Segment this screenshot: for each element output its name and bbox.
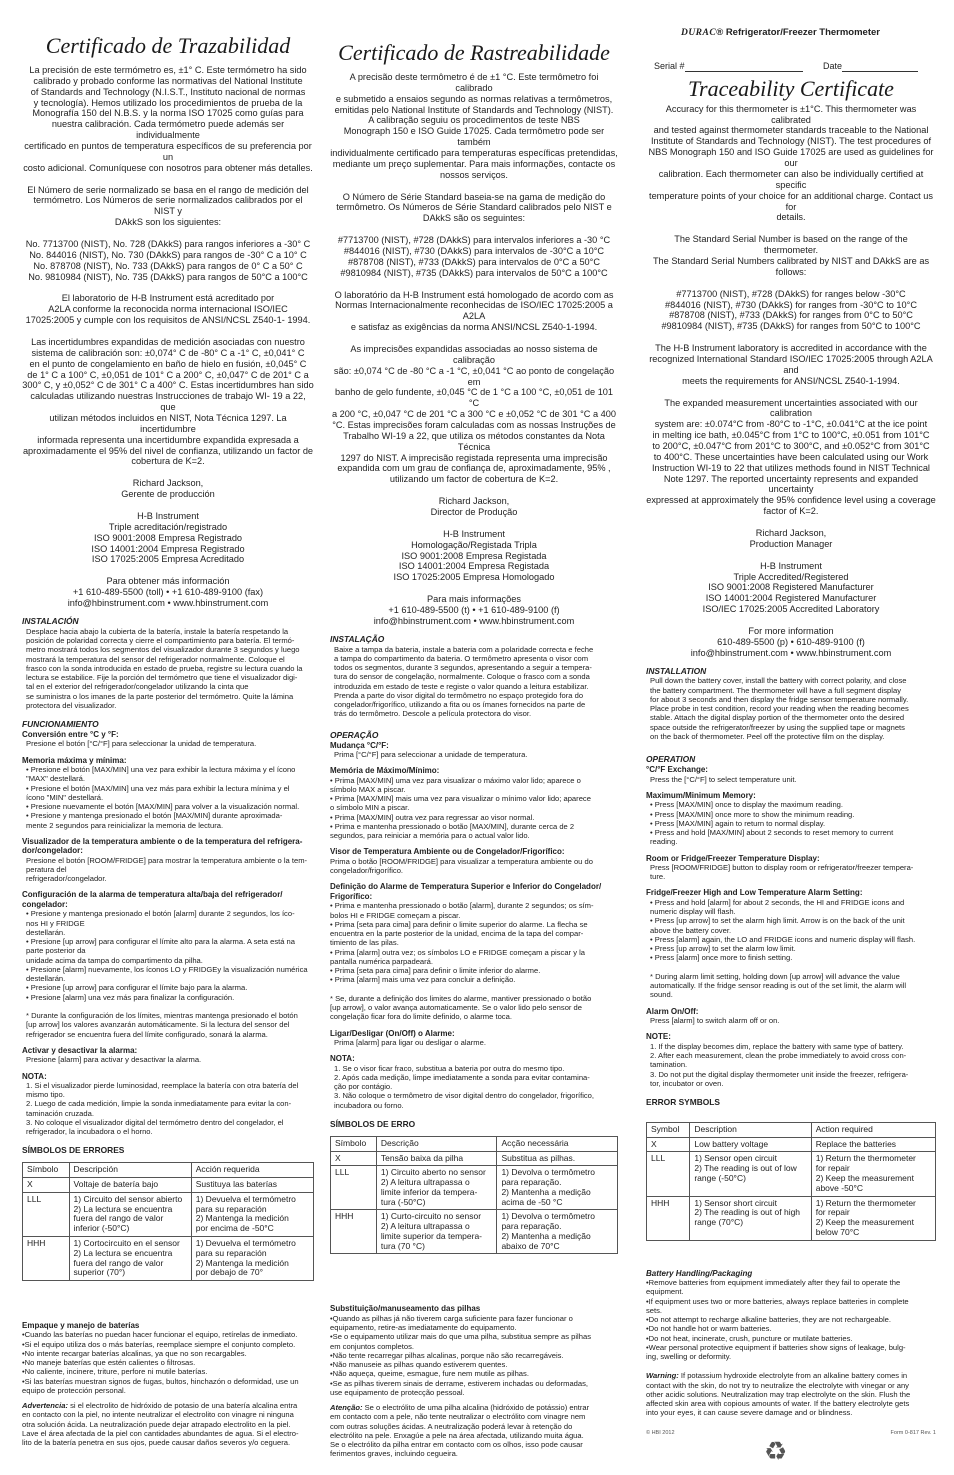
es-battery-text: •Cuando las baterías no puedan hacer funcionar el equipo, retírelas de inmediato. •Si el equipo utiliza dos o más baterías, reemplace siempre el conjunto completo. •No intente recargar baterías alcalinas, ya que no son recargables. •No maneje baterías que estén calientes o filtrosas. •No caliente, incinere, triture, perfore ni mutile baterías. •Si las baterías muestran signos de fugas, bultos, hinchazón o deformidad, use un equipo de protección personal. [22, 1330, 299, 1395]
table-cell: 1) Devolva o termômetro para reparação. 2) Mantenha a medição abaixo de 70°C [497, 1210, 618, 1254]
pt-install-heading: INSTALAÇÃO [330, 633, 385, 644]
pt-op5-text: Prima [alarm] para ligar ou desligar o alarme. [334, 1037, 486, 1047]
en-op1-text: Press the [°C/°F] to select temperature unit. [650, 774, 797, 784]
en-note-text: 1. If the display becomes dim, replace the battery with same type of battery. 2. After each measurement, clean the probe immediately to avoid cross con- tamination. 3. Do not put the digital display thermometer unit inside the freezer, refrigera- tor, incubator or oven. [650, 1041, 909, 1088]
pt-serial-list: #7713700 (NIST), #728 (DAkkS) para intervalos inferiores a -30 °C #844016 (NIST), #730 (DAkkS) para intervalos de -30°C a 10°C #878708 (NIST), #733 (DAkkS) para intervalos de 0°C a 50°C #9810984 (NIST), #735 (DAkkS) para intervalos de 50°C a 100°C [337, 235, 611, 278]
pt-signatory: Richard Jackson, Director de Produção [430, 496, 518, 518]
pt-title: Certificado de Rastreabilidade [338, 40, 610, 65]
es-battery-heading: Empaque y manejo de baterías [22, 1321, 140, 1331]
en-warning-label: Warning: [646, 1371, 679, 1381]
table-cell: X [647, 1137, 690, 1152]
table-row [23, 1236, 314, 1280]
en-warning [646, 1371, 936, 1417]
en-serial-intro: The Standard Serial Number is based on the range of the thermometer. The Standard Serial Numbers calibrated by NIST and DAkkS are as follows: [652, 234, 930, 277]
recycle-icon: ♻ [764, 1436, 788, 1466]
es-op5-heading: Activar y desactivar la alarma: [22, 1045, 138, 1055]
en-accuracy: Accuracy for this thermometer is ±1°C. This thermometer was calibrated and tested against thermometer standards traceable to the National Institute of Standards and Technology (NIST). The test procedures of NBS Monograph 150 and ISO Guide 17025 are used as guidelines for our calibration. Each thermometer can also be individually certified at specific temperature points of your choice for an additional charge. Contact us for details. [648, 103, 934, 223]
es-op1-text: Presione el botón [°C/°F] para seleccionar la unidad de temperatura. [26, 739, 257, 749]
pt-op3-heading: Visor de Temperatura Ambiente ou de Congelador/Frigorífico: [330, 847, 565, 857]
pt-op4-text: • Prima e mantenha pressionado o botão [alarm], durante 2 segundos; os sím- bolos HI e FRIDGE começam a piscar. • Prima [seta para cima] para definir o limite superior do alarme. La flecha se encuentra en la parte posterior de la unidad, encima de la tapa del compar- timiento de las pilas. • Prima [alarm] outra vez; os símbolos LO e FRIDGE começam a piscar y la pantalla numérica parpadeará. • Prima [seta para cima] para definir o limite inferior do alarme. • Prima [alarm] mais uma vez para concluir a definição. * Se, durante a definição dos limites do alarme, mantiver pressionado o botão [up arrow], o valor avança automaticamente. Se o valor lido pelo sensor de congelação ficar fora do limite definido, o alarme toca. [330, 901, 594, 1022]
serial-date-line [646, 61, 936, 72]
table-cell: Substitua as pilhas. [497, 1151, 618, 1166]
en-op5-heading: Alarm On/Off: [646, 1006, 699, 1016]
pt-op1-text: Prima [°C/°F] para seleccionar a unidade de temperatura. [334, 750, 528, 760]
form-number: Form 0-817 Rev. 1 [890, 1430, 936, 1436]
table-cell: X [331, 1151, 377, 1166]
en-accreditation: The H-B Instrument laboratory is accredited in accordance with the recognized International Standard ISO/IEC 17025:2005 through A2LA and meets the requirements for ANSI/NCSL Z540-1-1994. [649, 343, 933, 386]
es-serial-list: No. 7713700 (NIST), No. 728 (DAkkS) para rangos inferiores a -30° C No. 844016 (NIST), No. 730 (DAkkS) para rangos de -30° C a 10° C No. 878708 (NIST), No. 733 (DAkkS) para rangos de 0° C a 50° C No. 9810984 (NIST), No. 735 (DAkkS) para rangos de 50°C a 100°C [25, 238, 311, 282]
table-row [647, 1196, 936, 1240]
pt-warning [330, 1403, 618, 1459]
table-row [331, 1166, 618, 1210]
en-serial-list: #7713700 (NIST), #728 (DAkkS) for ranges below -30°C #844016 (NIST), #730 (DAkkS) for ranges from -30°C to 10°C #878708 (NIST), #733 (DAkkS) for ranges from 0°C to 50°C #9810984 (NIST), #735 (DAkkS) for ranges from 50°C to 100°C [661, 288, 921, 332]
es-uncertainty: Las incertidumbres expandidas de medición asociadas con nuestro sistema de calibración son: ±0,074° C de -80° C a -1° C, ±0,041° C en el punto de congelamiento en baño de hielo en fusión, ±0,045° C de 1° C a 100° C, ±0,051 de 101° C a 200° C, ±0,047° C de 201° C a 300° C, y ±0,052° C de 301° C a 400° C. Estas incertidumbres han sido calculadas utilizando nuestras Instrucciones de trabajo WI- 19 a 22, que utilizan métodos incluidos en NIST, Nota Técnica 1297. La incertidumbre informada representa una incertidumbre expandida expresada a aproximadamente el 95% del nivel de confianza, utilizando un factor de cobertura de K=2. [22, 337, 314, 467]
en-contact: For more information 610-489-5500 (p) • 610-489-9100 (f) info@hbinstrument.com • www.hbinstrument.com [690, 626, 892, 658]
table-cell: HHH [647, 1196, 690, 1240]
es-company: H-B Instrument Triple acreditación/registrado ISO 9001:2008 Empresa Registrado ISO 14001:2004 Empresa Registrado ISO 17025:2005 Empresa Acreditado [91, 511, 245, 565]
pt-contact: Para mais informações +1 610-489-5500 (t) • +1 610-489-9100 (f) info@hbinstrument.com • www.hbinstrument.com [373, 594, 575, 626]
table-row [23, 1178, 314, 1193]
en-operation-heading: OPERATION [646, 754, 696, 765]
pt-accreditation: O laboratório da H-B Instrument está homologado de acordo com as Normas Internacionalmente reconhecidas de ISO/IEC 17025:2005 a A2LA e satisfaz as exigências da norma ANSI/NCSL Z540-1-1994. [334, 289, 614, 333]
table-row [331, 1151, 618, 1166]
pt-install-text: Baixe a tampa da bateria, instale a bateria com a polaridade correcta e feche a tampa do compartimento da bateria. O termômetro apresenta o visor com todos os segmentos, durante 3 segundos, apresentando a seguir a tempera- tura do sensor de congelação, normalmente. Coloque o frasco com a sonda introduzida em estado de teste e registe o valor quando a leitura estabilizar. Prenda a parte do visor digital do termômetro no espaço protegido fora do congelador/frigorífico, utilizando a fita ou os ímanes fornecidos na parte de trás do termômetro. Descole a película protectora do visor. [334, 644, 594, 719]
pt-accuracy: A precisão deste termômetro é de ±1 °C. Este termômetro foi calibrado e submetido a ensaios segundo as normas relativas a termômetros, emitidas pelo National Institute of Standards and Technology (NIST). A calibração seguiu os procedimentos de teste NBS Monograph 150 e ISO Guide 17025. Cada termômetro pode ser também individualmente certificado para temperaturas específicas pretendidas, mediante um preço suplementar. Para mais informações, contacte os nossos serviços. [330, 71, 618, 180]
table-row [331, 1210, 618, 1254]
table-row [647, 1152, 936, 1196]
pt-operation-heading: OPERAÇÃO [330, 729, 379, 740]
brand-logo: DURAC [680, 28, 717, 38]
table-cell: 1) Curto-circuito no sensor 2) A leitura ultrapassa o limite superior da tempera- tura (70 °C) [376, 1210, 497, 1254]
es-install-heading: INSTALACIÓN [22, 615, 79, 626]
product-name: ® Refrigerator/Freezer Thermometer [716, 27, 880, 38]
table-header: Description [690, 1122, 811, 1137]
es-error-table [22, 1162, 314, 1281]
table-row [23, 1192, 314, 1236]
en-op2-text: • Press [MAX/MIN] once to display the maximum reading. • Press [MAX/MIN] once more to show the minimum reading. • Press [MAX/MIN] again to return to normal display. • Press and hold [MAX/MIN] about 2 seconds to reset memory to current reading. [650, 800, 894, 847]
table-cell: Low battery voltage [690, 1137, 811, 1152]
table-cell: X [23, 1178, 70, 1193]
es-contact: Para obtener más información +1 610-489-5500 (toll) • +1 610-489-9100 (fax) info@hbinstrument.com • www.hbinstrument.com [67, 576, 269, 609]
es-error-heading: SÍMBOLOS DE ERRORES [22, 1145, 125, 1156]
en-op2-heading: Maximum/Minimum Memory: [646, 790, 756, 800]
table-header: Descrição [376, 1136, 497, 1151]
table-header: Descripción [69, 1163, 191, 1178]
english-column [646, 0, 936, 1475]
es-operation-heading: FUNCIONAMIENTO [22, 719, 99, 730]
table-header: Symbol [647, 1122, 690, 1137]
pt-op1-heading: Mudança °C/°F: [330, 740, 389, 750]
serial-field [654, 61, 803, 72]
es-title: Certificado de Trazabilidad [45, 33, 291, 58]
en-op4-heading: Fridge/Freezer High and Low Temperature Alarm Setting: [646, 888, 863, 898]
table-cell: Tensão baixa da pilha [376, 1151, 497, 1166]
en-error-table [646, 1122, 936, 1241]
table-cell: 1) Cortocircuito en el sensor 2) La lectura se encuentra fuera del rango de valor superior (70°) [69, 1236, 191, 1280]
pt-company: H-B Instrument Homologação/Registada Tripla ISO 9001:2008 Empresa Registada ISO 14001:2004 Empresa Registada ISO 17025:2005 Empresa Homologado [393, 528, 555, 583]
es-op1-heading: Conversión entre °C y °F: [22, 729, 119, 739]
table-cell: Voltaje de batería bajo [69, 1178, 191, 1193]
es-op2-heading: Memoria máxima y mínima: [22, 755, 127, 765]
pt-note-heading: NOTA: [330, 1054, 355, 1064]
table-header: Símbolo [23, 1163, 70, 1178]
pt-op2-heading: Memória de Máximo/Mínimo: [330, 766, 440, 776]
en-warning-text: If potassium hydroxide electrolyte from an alkaline battery comes in contact with the skin, do not try to neutralize the electrolyte with vinegar or any other acidic solutions. Neutralization may trap electrolyte on the skin. Flush the affected skin area with copious amounts of water. If the battery electrolyte gets into your eyes, it can cause severe damage and or blindness. [646, 1371, 911, 1418]
table-cell: LLL [23, 1192, 70, 1236]
es-op3-heading: Visualizador de la temperatura ambiente o de la temperatura del refrigera- dor/congelador: [22, 836, 303, 856]
es-op3-text: Presione el botón [ROOM/FRIDGE] para mostrar la temperatura ambiente o la tem- peratura del refrigerador/congelador. [26, 855, 308, 884]
es-warning-text: si el electrolito de hidróxido de potasio de una batería alcalina entra en contacto con la piel, no intente neutralizar el electrolito con vinagre ni ninguna otra solución ácida. La neutralización puede dejar atrapado electrolito en la piel. Lave el área afectada de la piel con cantidades abundantes de agua. Si el electro- lito de la batería penetra en sus ojos, puede causar daños severos y/o ceguera. [22, 1401, 299, 1448]
table-cell: HHH [23, 1236, 70, 1280]
es-install-text: Desplace hacia abajo la cubierta de la batería, instale la batería respetando la posición de polaridad correcta y cierre el compartimiento para batería. El termó- metro mostrará todos los segmentos del visualizador durante 3 segundos y luego mostrará la temperatura del sensor del refrigerador normalmente. Coloque el frasco con la sonda introducida en estado de prueba, registre su lectura cuando la lectura se estabilice. Fije la porción del termómetro que tiene el visualizador digi- tal en el exterior del refrigerador/congelador utilizando la cinta que se suministra o los imanes de la parte posterior del termómetro. Quite la lámina protectora del visualizador. [26, 626, 303, 710]
table-header-row [23, 1163, 314, 1178]
serial-label: Serial # [654, 61, 685, 72]
table-cell: HHH [331, 1210, 377, 1254]
pt-warning-label: Atenção: [330, 1403, 363, 1413]
en-battery-heading: Battery Handling/Packaging [646, 1268, 753, 1278]
es-warning [22, 1401, 314, 1447]
pt-uncertainty: As imprecisões expandidas associadas ao nosso sistema de calibração são: ±0,074 °C de -80 °C a -1 °C, ±0,041 °C ao ponto de congelação em banho de gelo fundente, ±0,045 °C de 1 °C a 100 °C, ±0,051 de 101 °C a 200 °C, ±0,047 °C de 201 °C a 300 °C e ±0,052 °C de 301 °C a 400 °C. Estas imprecisões foram calculadas com as nossas Instruções de Trabalho WI-19 a 22, que utiliza os métodos constantes da Nota Técnica 1297 do NIST. A imprecisão registada representa uma imprecisão expandida com um grau de confiança de, aproximadamente, 95% , utilizando um factor de cobertura de K=2. [332, 344, 616, 485]
es-op5-text: Presione [alarm] para activar y desactivar la alarma. [26, 1055, 202, 1065]
table-header: Símbolo [331, 1136, 377, 1151]
table-cell: 1) Sensor open circuit 2) The reading is out of low range (-50°C) [690, 1152, 811, 1196]
table-cell: 1) Return the thermometer for repair 2) Keep the measurement below 70°C [811, 1196, 935, 1240]
table-cell: 1) Devolva o termômetro para reparação. 2) Mantenha a medição acima de -50 °C [497, 1166, 618, 1210]
en-op1-heading: °C/°F Exchange: [646, 765, 708, 775]
en-company: H-B Instrument Triple Accredited/Registered ISO 9001:2008 Registered Manufacturer ISO 14001:2004 Registered Manufacturer ISO/IEC 17025:2005 Accredited Laboratory [702, 560, 880, 615]
en-signatory: Richard Jackson, Production Manager [749, 527, 833, 549]
copyright: © HBI 2012 [646, 1430, 675, 1436]
en-note-heading: NOTE: [646, 1032, 671, 1042]
en-op5-text: Press [alarm] to switch alarm off or on. [650, 1016, 780, 1026]
es-op4-text: • Presione y mantenga presionado el botón [alarm] durante 2 segundos, los íco- nos HI y FRIDGE destellarán. • Presione [up arrow] para configurar el límite alto para la alarma. A seta está na parte posterior da unidade acima da tampa do compartimento da pilha. • Presione [alarm] nuevamente, los íconos LO y FRIDGEy la visualización numérica destellarán. • Presione [up arrow] para configurar el límite bajo para la alarma. • Presione [alarm] una vez más para finalizar la configuración. * Durante la configuración de los límites, mientras mantenga presionado el botón [up arrow] los valores avanzarán automáticamente. Si la lectura del sensor del refrigerador se encuentra fuera del límite configurado, sonará la alarma. [26, 909, 308, 1039]
pt-note-text: 1. Se o visor ficar fraco, substitua a bateria por outra do mesmo tipo. 2. Após cada medição, limpe imediatamente a sonda para evitar contamina- ção por contágio. 3. Não coloque o termômetro de visor digital dentro do congelador, frigorífico, incubadora ou forno. [334, 1063, 595, 1110]
en-op3-text: Press [ROOM/FRIDGE] button to display room or refrigerator/freezer tempera- ture. [650, 862, 914, 882]
table-header: Acção necessária [497, 1136, 618, 1151]
pt-serial-intro: O Número de Série Standard baseia-se na gama de medição do termômetro. Os Números de Série Standard calibrados pelo NIST e DAkkS são os seguintes: [336, 191, 612, 224]
table-header: Acción requerida [191, 1163, 313, 1178]
es-accuracy: La precisión de este termómetro es, ±1° C. Este termómetro ha sido calibrado y probado conforme las normativas del National Institute of Standards and Technology (N.I.S.T., Instituto nacional de normas y tecnología). Hemos utilizado los procedimientos de prueba de la Monografía 150 del N.B.S. y la norma ISO 17025 como guías para nuestra calibración. Cada termómetro puede además ser individualmente certificado en puntos de temperatura específicos de su preferencia por un costo adicional. Comuníquese con nosotros para obtener más detalles. [23, 64, 313, 173]
pt-warning-text: Se o electrólito de uma pilha alcalina (hidróxido de potássio) entrar em contacto com a pele, não tente neutralizar o electrólito com vinagre nem com outras soluções ácidas. A neutralização poderá levar à retenção do electrólito na pele. Enxagúe a pele na área afectada, utilizando muita água. Se o electrólito da pilha entrar em contacto com os olhos, isso pode causar ferimentos graves, incluindo cegueira. [330, 1403, 590, 1459]
es-op2-text: • Presione el botón [MAX/MIN] una vez para exhibir la lectura máxima y el ícono "MAX" destellará. • Presione el botón [MAX/MIN] una vez más para exhibir la lectura mínima y el ícono "MIN" destellará. • Presione nuevamente el botón [MAX/MIN] para volver a la visualización normal. • Presione y mantenga presionado el botón [MAX/MIN] durante aproximada- mente 2 segundos para reinicializar la memoria de lectura. [26, 765, 300, 830]
table-cell: Sustituya las baterías [191, 1178, 313, 1193]
en-uncertainty: The expanded measurement uncertainties associated with our calibration system are: ±0.074°C from -80°C to -1°C, ±0.041°C at the ice point in melting ice bath, ±0.045°C from 1°C to 100°C, ±0.051 from 101°C to 200°C, ±0.047°C from 201°C to 300°C, and ±0.052°C from 301°C to 400°C. These uncertainties have been calculated using our Work Instruction WI-19 to 22 that utilizes methods found in NIST Technical Note 1297. The reported uncertainty represents and expanded uncertainty expressed at approximately the 95% confidence level using a coverage factor of K=2. [646, 397, 936, 517]
pt-op3-text: Prima o botão [ROOM/FRIDGE] para visualizar a temperatura ambiente ou do congelador/frigorífico. [330, 856, 593, 876]
pt-error-table [330, 1136, 618, 1255]
table-cell: Replace the batteries [811, 1137, 935, 1152]
table-cell: 1) Devuelva el termómetro para su reparación 2) Mantenga la medición por debajo de 70° [191, 1236, 313, 1280]
es-serial-intro: El Número de serie normalizado se basa en el rango de medición del termómetro. Los Números de serie normalizados calibrados por el NIST y DAkkS son los siguientes: [27, 184, 309, 228]
table-header-row [647, 1122, 936, 1137]
table-cell: 1) Return the thermometer for repair 2) Keep the measurement above -50°C [811, 1152, 935, 1196]
footer [646, 1430, 936, 1436]
en-op4-text: • Press and hold [alarm] for about 2 seconds, the HI and FRIDGE icons and numeric display will flash. • Press [up arrow] to set the alarm high limit. Arrow is on the back of the unit above the battery cover. • Press [alarm] again, the LO and FRIDGE icons and numeric display will flash. • Press [up arrow] to set the alarm low limit. • Press [alarm] once more to finish setting. * During alarm limit setting, holding down [up arrow] will advance the value automatically. If the fridge sensor reading is out of the set limit, the alarm will sound. [650, 897, 916, 1000]
pt-op2-text: • Prima [MAX/MIN] uma vez para visualizar o máximo valor lido; aparece o símbolo MAX a piscar. • Prima [MAX/MIN] mais uma vez para visualizar o mínimo valor lido; aparece o símbolo MIN a piscar. • Prima [MAX/MIN] outra vez para regressar ao visor normal. • Prima e mantenha pressionado o botão [MAX/MIN], durante cerca de 2 segundos, para reiniciar a memória para o actual valor lido. [330, 775, 591, 841]
en-battery-text: •Remove batteries from equipment immediately after they fail to operate the equipment. •If equipment uses two or more batteries, always replace batteries in complete sets. •Do not attempt to recharge alkaline batteries, they are not rechargeable. •Do not handle hot or warm batteries. •Do not heat, incinerate, crush, puncture or mutilate batteries. •Wear personal protective equipment if batteries show signs of leakage, bulg- ing, swelling or deformity. [646, 1278, 909, 1362]
pt-op5-heading: Ligar/Desligar (On/Off) o Alarme: [330, 1028, 455, 1038]
pt-battery-heading: Substituição/manuseamento das pilhas [330, 1304, 481, 1314]
table-cell: 1) Circuito aberto no sensor 2) A leitura ultrapassa o limite inferior da tempera- tura (-50°C) [376, 1166, 497, 1210]
es-warning-label: Advertencia: [22, 1401, 69, 1411]
es-signatory: Richard Jackson, Gerente de producción [121, 478, 215, 500]
es-note-heading: NOTA: [22, 1071, 47, 1081]
table-row [647, 1137, 936, 1152]
date-label: Date [822, 61, 842, 72]
en-error-heading: ERROR SYMBOLS [646, 1097, 720, 1108]
table-header: Action required [811, 1122, 935, 1137]
es-note-text: 1. Si el visualizador pierde luminosidad, reemplace la batería con otra batería del mismo tipo. 2. Luego de cada medición, limpie la sonda inmediatamente para evitar la con- taminación cruzada. 3. No coloque el visualizador digital del termómetro dentro del congelador, el refrigerador, la incubadora o el horno. [26, 1080, 299, 1137]
table-header-row [331, 1136, 618, 1151]
en-install-heading: INSTALLATION [646, 665, 707, 676]
pt-battery-text: •Quando as pilhas já não tiverem carga suficiente para fazer funcionar o equipamento, retire-as imediatamente do equipamento. •Se o equipamento utilizar mais do que uma pilha, substitua sempre as pilhas em conjuntos completos. •Não tente recarregar pilhas alcalinas, porque não são recarregáveis. •Não manuseie as pilhas quando estiverem quentes. •Não aqueça, queime, esmague, fure nem mutile as pilhas. •Se as pilhas tiverem sinais de derrame, estiverem inchadas ou deformadas, use equipamento de protecção pessoal. [330, 1313, 591, 1397]
pt-error-heading: SÍMBOLOS DE ERRO [330, 1118, 416, 1129]
portuguese-column [330, 0, 618, 1475]
table-cell: LLL [647, 1152, 690, 1196]
table-cell: 1) Circuito del sensor abierto 2) La lectura se encuentra fuera del rango de valor inferior (-50°C) [69, 1192, 191, 1236]
table-cell: 1) Sensor short circuit 2) The reading is out of high range (70°C) [690, 1196, 811, 1240]
spanish-column [22, 0, 314, 1475]
es-accreditation: El laboratorio de H-B Instrument está acreditado por A2LA conforme la reconocida norma internacional ISO/IEC 17025:2005 y cumple con los requisitos de ANSI/NCSL Z540-1- 1994. [25, 293, 311, 326]
date-field [823, 61, 918, 72]
table-cell: LLL [331, 1166, 377, 1210]
en-op3-heading: Room or Fridge/Freezer Temperature Display: [646, 853, 820, 863]
en-install-text: Pull down the battery cover, install the battery with correct polarity, and close the battery compartment. The thermometer will have a full segment display for about 3 seconds and then display the fridge sensor temperature normally. Place probe in test condition, record your reading when the reading becomes stable. Attach the digital display portion of the thermometer onto the desired space outside the refrigerator/freezer by using the supplied tape or magnets on the back of thermometer. Peel off the protective film on the display. [650, 676, 909, 741]
pt-op4-heading: Definição do Alarme de Temperatura Superior e Inferior do Congelador/ Frigorífico: [330, 882, 602, 901]
product-header [646, 27, 936, 39]
table-cell: 1) Devuelva el termómetro para su reparación 2) Mantenga la medición por encima de -50°C [191, 1192, 313, 1236]
en-title: Traceability Certificate [688, 75, 894, 101]
es-op4-heading: Configuración de la alarma de temperatura alta/baja del refrigerador/ congelador: [22, 890, 283, 909]
